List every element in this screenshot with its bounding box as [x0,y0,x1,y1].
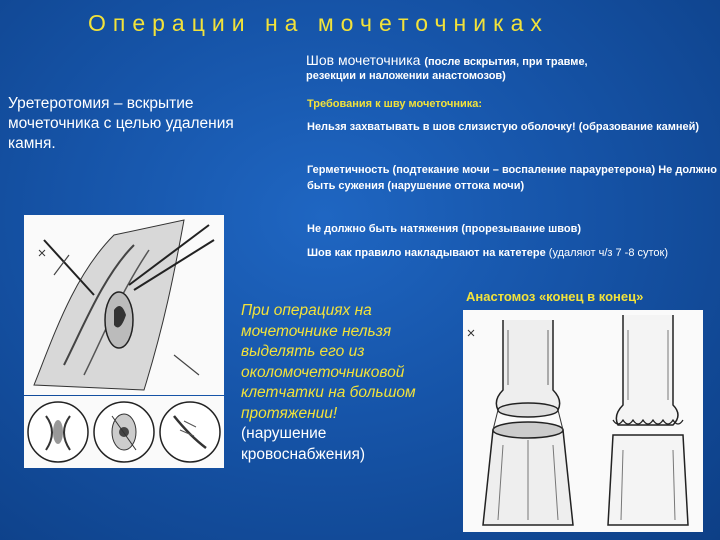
ureterotomy-steps-illustration [24,396,224,468]
warning-normal: (нарушение кровоснабжения) [241,425,366,463]
ureter-suture-heading [306,51,716,72]
requirement-1: Нельзя захватывать в шов слизистую оболочку! (образование камней) [307,121,700,133]
requirement-2: Герметичность (подтекание мочи – воспаление парауретерона) Не должно быть сужения (нарушение оттока мочи) [307,164,717,192]
subtitle-main: Шов мочеточника [306,52,425,68]
steps-drawing [24,396,224,468]
catheter-note-light: (удаляют ч/з 7 -8 суток) [548,247,668,259]
ureterotomy-definition: Уретеротомия – вскрытие мочеточника с целью удаления камня. [8,95,234,152]
catheter-note-bold: Шов как правило накладывают на катетере [307,247,549,259]
warning-italic: При операциях на мочеточнике нельзя выделять его из околомочеточниковой клетчатки на большом протяжении! [241,302,416,422]
anastomosis-label: Анастомоз «конец в конец» [466,289,644,304]
slide-title: Операции на мочеточниках [88,10,549,36]
anastomosis-drawing [463,310,703,532]
subtitle-paren: (после вскрытия, при травме, [424,56,588,68]
anastomosis-illustration [463,310,703,532]
ureterotomy-drawing [24,215,224,395]
requirement-3: Не должно быть натяжения (прорезывание швов) [307,223,582,235]
catheter-note [307,246,717,262]
warning-note [241,301,446,465]
ureterotomy-illustration [24,215,224,395]
subtitle-line2: резекции и наложении анастомозов) [306,70,506,82]
requirements-title: Требования к шву мочеточника: [307,98,483,110]
